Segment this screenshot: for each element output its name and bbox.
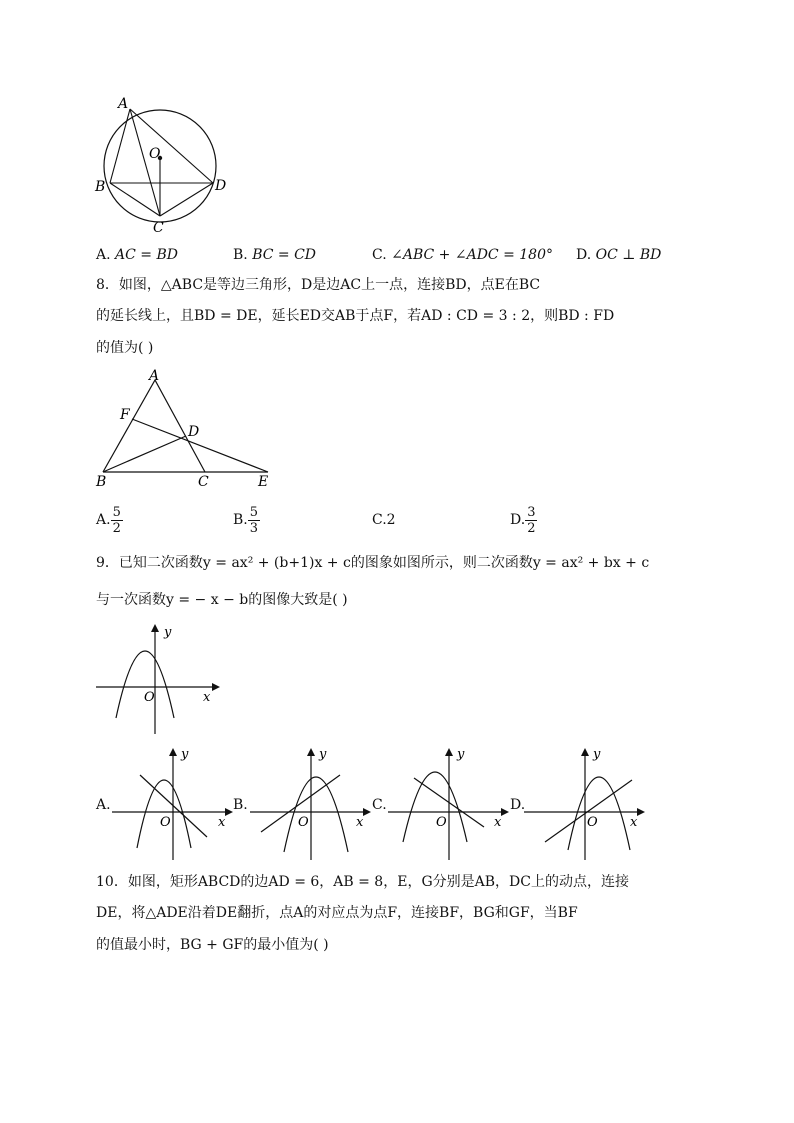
axis-label-x: x bbox=[494, 815, 502, 830]
axis-label-y: y bbox=[457, 747, 465, 762]
origin-label: O bbox=[298, 815, 309, 830]
axis-label-x: x bbox=[630, 815, 638, 830]
q8-option-a-letter: A. bbox=[96, 512, 111, 528]
q8-option-a[interactable] bbox=[96, 501, 123, 539]
q8-option-a-fraction bbox=[111, 505, 123, 536]
axis-label-y: y bbox=[181, 747, 189, 762]
fraction-denominator: 3 bbox=[249, 520, 259, 536]
q9-option-b-letter[interactable]: B. bbox=[233, 797, 248, 813]
q9-option-b-graph[interactable] bbox=[248, 742, 373, 864]
q7-option-d-text: OC ⊥ BD bbox=[595, 247, 662, 263]
q9-stem-line2: 与一次函数y = − x − b的图像大致是( ) bbox=[96, 592, 348, 608]
axis-label-x: x bbox=[218, 815, 226, 830]
q7-option-d[interactable] bbox=[576, 245, 661, 265]
q10-stem-line1: 10．如图，矩形ABCD的边AD = 6，AB = 8，E，G分别是AB，DC上的动点，连接 bbox=[96, 874, 629, 890]
label-e: E bbox=[258, 474, 269, 488]
q8-option-c-text: 2 bbox=[386, 512, 396, 528]
q7-option-a[interactable] bbox=[96, 245, 178, 265]
q9-option-a-letter[interactable]: A. bbox=[96, 797, 111, 813]
axis-label-x: x bbox=[203, 690, 211, 705]
q7-circle-figure bbox=[90, 92, 230, 237]
q7-option-b-text: BC = CD bbox=[252, 247, 317, 263]
q8-option-b-fraction bbox=[248, 505, 260, 536]
fraction-numerator: 3 bbox=[527, 504, 536, 520]
q7-option-c[interactable] bbox=[372, 245, 553, 265]
q8-option-d-letter: D. bbox=[510, 512, 526, 528]
axis-label-x: x bbox=[356, 815, 364, 830]
q10-stem-line2: DE，将△ADE沿着DE翻折，点A的对应点为点F，连接BF，BG和GF，当BF bbox=[96, 905, 578, 921]
q9-option-c-letter[interactable]: C. bbox=[372, 797, 387, 813]
q9-option-d-graph[interactable] bbox=[522, 742, 647, 864]
q7-option-b-letter: B. bbox=[233, 247, 248, 263]
label-a: A bbox=[149, 368, 160, 384]
q8-triangle-figure bbox=[90, 366, 280, 488]
fraction-denominator: 2 bbox=[112, 520, 121, 536]
q8-option-b[interactable] bbox=[233, 501, 260, 539]
origin-label: O bbox=[436, 815, 447, 830]
q7-option-c-text: ∠ABC + ∠ADC = 180° bbox=[391, 247, 553, 263]
q7-option-a-letter: A. bbox=[96, 247, 111, 263]
origin-label: O bbox=[587, 815, 598, 830]
label-b: B bbox=[95, 179, 106, 195]
label-b: B bbox=[96, 474, 107, 488]
axis-label-y: y bbox=[164, 625, 172, 640]
q8-option-d-fraction bbox=[525, 505, 537, 536]
fraction-numerator: 5 bbox=[112, 504, 121, 520]
q7-option-a-text: AC = BD bbox=[115, 247, 178, 263]
origin-label: O bbox=[144, 690, 155, 705]
label-f: F bbox=[120, 407, 130, 423]
q8-stem-line3: 的值为( ) bbox=[96, 340, 154, 356]
origin-label: O bbox=[160, 815, 171, 830]
label-a: A bbox=[118, 96, 129, 112]
label-d: D bbox=[188, 424, 200, 440]
q9-option-a-graph[interactable] bbox=[110, 742, 235, 864]
fraction-numerator: 5 bbox=[249, 504, 259, 520]
label-d: D bbox=[215, 178, 227, 194]
axis-label-y: y bbox=[319, 747, 327, 762]
q7-option-c-letter: C. bbox=[372, 247, 387, 263]
label-c: C bbox=[153, 220, 164, 236]
fraction-denominator: 2 bbox=[527, 520, 536, 536]
q7-option-b[interactable] bbox=[233, 245, 316, 265]
label-c: C bbox=[198, 474, 209, 488]
q8-option-b-letter: B. bbox=[233, 512, 248, 528]
label-o: O bbox=[149, 146, 161, 162]
q8-stem-line1: 8．如图，△ABC是等边三角形，D是边AC上一点，连接BD，点E在BC bbox=[96, 277, 541, 293]
q7-option-d-letter: D. bbox=[576, 247, 592, 263]
q8-option-d[interactable] bbox=[510, 501, 537, 539]
q9-option-c-graph[interactable] bbox=[386, 742, 511, 864]
q9-given-graph bbox=[92, 618, 222, 738]
axis-label-y: y bbox=[593, 747, 601, 762]
q8-stem-line2: 的延长线上，且BD = DE，延长ED交AB于点F，若AD : CD = 3 : 2，则BD : FD bbox=[96, 308, 615, 324]
q8-option-c-letter: C. bbox=[372, 512, 387, 528]
q9-option-d-letter[interactable]: D. bbox=[510, 797, 526, 813]
q10-stem-line3: 的值最小时，BG + GF的最小值为( ) bbox=[96, 937, 329, 953]
q9-stem-line1: 9．已知二次函数y = ax² + (b+1)x + c的图象如图所示，则二次函数y = ax² + bx + c bbox=[96, 555, 650, 571]
q8-option-c[interactable] bbox=[372, 510, 396, 530]
